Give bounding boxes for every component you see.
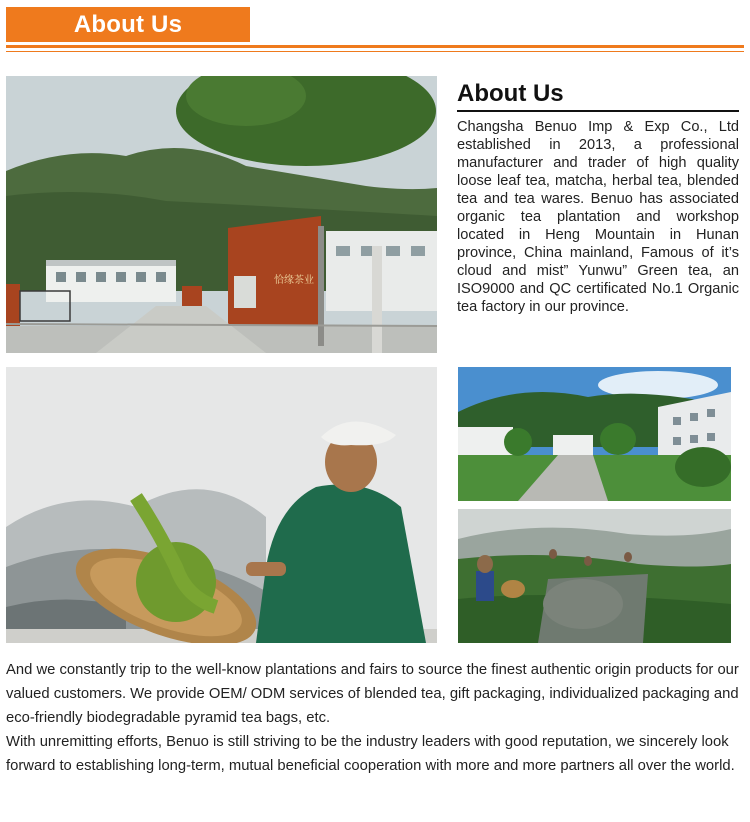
cooperation-paragraph: With unremitting efforts, Benuo is still striving to be the industry leaders with good reputation, we sincerely look forward to establishing long-term, mutual beneficial cooperation with more and more partners all over the world. <box>6 734 735 774</box>
header-divider-thick <box>6 45 744 48</box>
plantation-courtyard-photo <box>458 367 731 501</box>
about-us-heading: About Us <box>457 80 739 112</box>
about-us-banner <box>6 7 250 42</box>
header-divider-thin <box>6 51 744 52</box>
company-services-text <box>6 658 744 778</box>
factory-entrance-photo <box>6 76 437 353</box>
factory-sign-text: 恰缘茶业 <box>274 275 314 286</box>
about-us-paragraph: Changsha Benuo Imp & Exp Co., Ltd established in 2013, a professional manufacturer and trader of high quality loose leaf tea, matcha, herbal tea, blended tea and tea wares. Benuo has associated organic tea plantation and workshop located in Heng Mountain in Hunan province, China mainland, Famous of it’s cloud and mist” Yunwu” Green tea, an ISO9000 and QC certificated No.1 Organic tea factory in our province. <box>457 119 739 315</box>
banner-title: About Us <box>73 10 183 38</box>
tea-processing-photo <box>6 367 437 643</box>
tea-picking-photo <box>458 509 731 643</box>
services-paragraph: And we constantly trip to the well-know plantations and fairs to source the finest authentic origin products for our valued customers. We provide OEM/ ODM services of blended tea, gift packaging, individualized packaging and eco-friendly biodegradable pyramid tea bags, etc. <box>6 662 739 726</box>
